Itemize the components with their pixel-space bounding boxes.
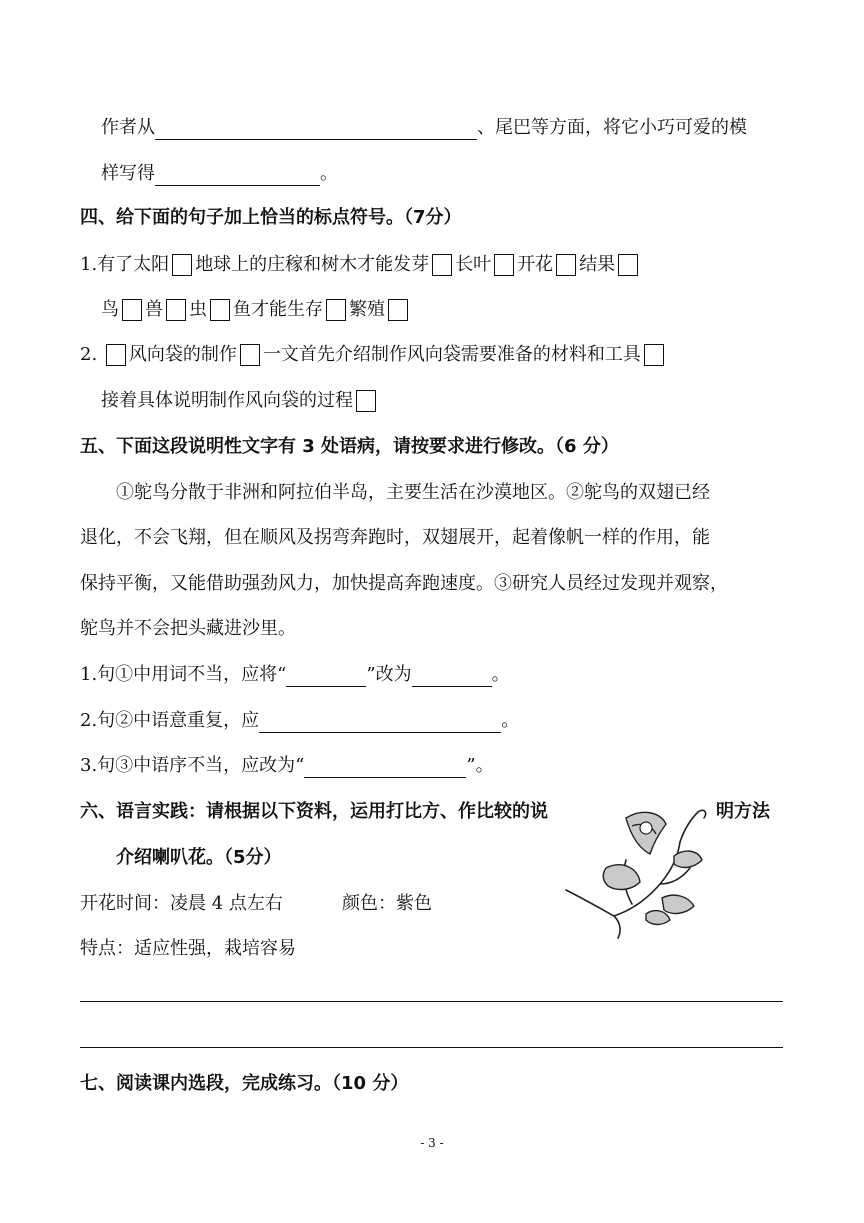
q-text: 一文首先介绍制作风向袋需要准备的材料和工具 xyxy=(262,344,641,365)
s3-text: 。 xyxy=(320,163,338,184)
punctuation-box[interactable] xyxy=(240,344,260,366)
s4-q2-line2 xyxy=(101,389,379,413)
s4-q2-line1 xyxy=(80,343,667,367)
question-number: 2. xyxy=(80,344,98,365)
q-text: 3.句③中语序不当，应改为“ xyxy=(80,755,305,776)
q-text: 有了太阳 xyxy=(97,254,170,275)
punctuation-box[interactable] xyxy=(644,344,664,366)
punctuation-box[interactable] xyxy=(356,390,376,412)
q-text: 1.句①中用词不当，应将“ xyxy=(80,664,287,685)
s5-q1 xyxy=(80,663,510,687)
answer-line[interactable] xyxy=(80,1001,783,1002)
section-4-heading: 四、给下面的句子加上恰当的标点符号。（7分） xyxy=(80,207,462,228)
answer-line[interactable] xyxy=(80,1047,783,1048)
s6-bloom-time: 开花时间：凌晨 4 点左右 xyxy=(80,893,283,914)
question-number: 1. xyxy=(80,254,98,275)
punctuation-box[interactable] xyxy=(556,254,576,276)
page-number: - 3 - xyxy=(420,1136,444,1150)
s5-para-line: 保持平衡，又能借助强劲风力，加快提高奔跑速度。③研究人员经过发现并观察， xyxy=(80,573,728,594)
s3-line2 xyxy=(101,162,338,186)
answer-blank[interactable] xyxy=(412,666,492,687)
punctuation-box[interactable] xyxy=(210,299,230,321)
q-text: ”。 xyxy=(466,755,494,776)
s5-para-line: 鸵鸟并不会把头藏进沙里。 xyxy=(80,618,296,639)
s3-line1 xyxy=(101,116,747,140)
s5-q2 xyxy=(80,709,519,733)
q-text: 风向袋的制作 xyxy=(128,344,237,365)
punctuation-box[interactable] xyxy=(172,254,192,276)
punctuation-box[interactable] xyxy=(494,254,514,276)
q-text: 地球上的庄稼和树木才能发芽 xyxy=(195,254,430,275)
q-text: 结果 xyxy=(579,254,616,275)
s5-q3 xyxy=(80,754,494,778)
morning-glory-icon xyxy=(562,798,712,940)
punctuation-box[interactable] xyxy=(388,299,408,321)
answer-blank[interactable] xyxy=(155,119,477,140)
section-6-heading: 六、语言实践：请根据以下资料，运用打比方、作比较的说 xyxy=(80,801,548,822)
punctuation-box[interactable] xyxy=(618,254,638,276)
s4-q1-line2 xyxy=(101,298,411,322)
section-6-heading-line2: 介绍喇叭花。（5分） xyxy=(116,847,282,868)
q-text: 虫 xyxy=(189,299,207,320)
section-7-heading: 七、阅读课内选段，完成练习。（10 分） xyxy=(80,1073,409,1094)
q-text: 。 xyxy=(491,664,510,685)
answer-blank[interactable] xyxy=(155,165,320,186)
s5-para-line: ①鸵鸟分散于非洲和阿拉伯半岛，主要生活在沙漠地区。②鸵鸟的双翅已经 xyxy=(116,482,710,503)
s5-para-line: 退化，不会飞翔，但在顺风及拐弯奔跑时，双翅展开，起着像帆一样的作用，能 xyxy=(80,527,710,548)
q-text: 鱼才能生存 xyxy=(233,299,323,320)
section-6-heading-end: 明方法 xyxy=(716,801,770,822)
s6-color: 颜色：紫色 xyxy=(342,893,432,914)
q-text: 繁殖 xyxy=(349,299,385,320)
s3-text: 作者从 xyxy=(101,117,155,138)
q-text: ”改为 xyxy=(366,664,412,685)
q-text: 2.句②中语意重复，应 xyxy=(80,710,260,731)
punctuation-box[interactable] xyxy=(166,299,186,321)
answer-blank[interactable] xyxy=(259,712,501,733)
punctuation-box[interactable] xyxy=(122,299,142,321)
q-text: 鸟 xyxy=(101,299,119,320)
q-text: 长叶 xyxy=(455,254,492,275)
s6-features: 特点：适应性强，栽培容易 xyxy=(80,938,296,959)
q-text: 开花 xyxy=(517,254,554,275)
q-text: 。 xyxy=(501,710,520,731)
punctuation-box[interactable] xyxy=(106,344,126,366)
s4-q1-line1 xyxy=(80,253,641,277)
s3-text: 、尾巴等方面，将它小巧可爱的模 xyxy=(477,117,747,138)
answer-blank[interactable] xyxy=(286,666,366,687)
s3-text: 样写得 xyxy=(101,163,155,184)
section-5-heading: 五、下面这段说明性文字有 3 处语病，请按要求进行修改。（6 分） xyxy=(80,436,619,457)
punctuation-box[interactable] xyxy=(432,254,452,276)
q-text: 接着具体说明制作风向袋的过程 xyxy=(101,390,353,411)
punctuation-box[interactable] xyxy=(326,299,346,321)
answer-blank[interactable] xyxy=(304,757,466,778)
q-text: 兽 xyxy=(145,299,163,320)
